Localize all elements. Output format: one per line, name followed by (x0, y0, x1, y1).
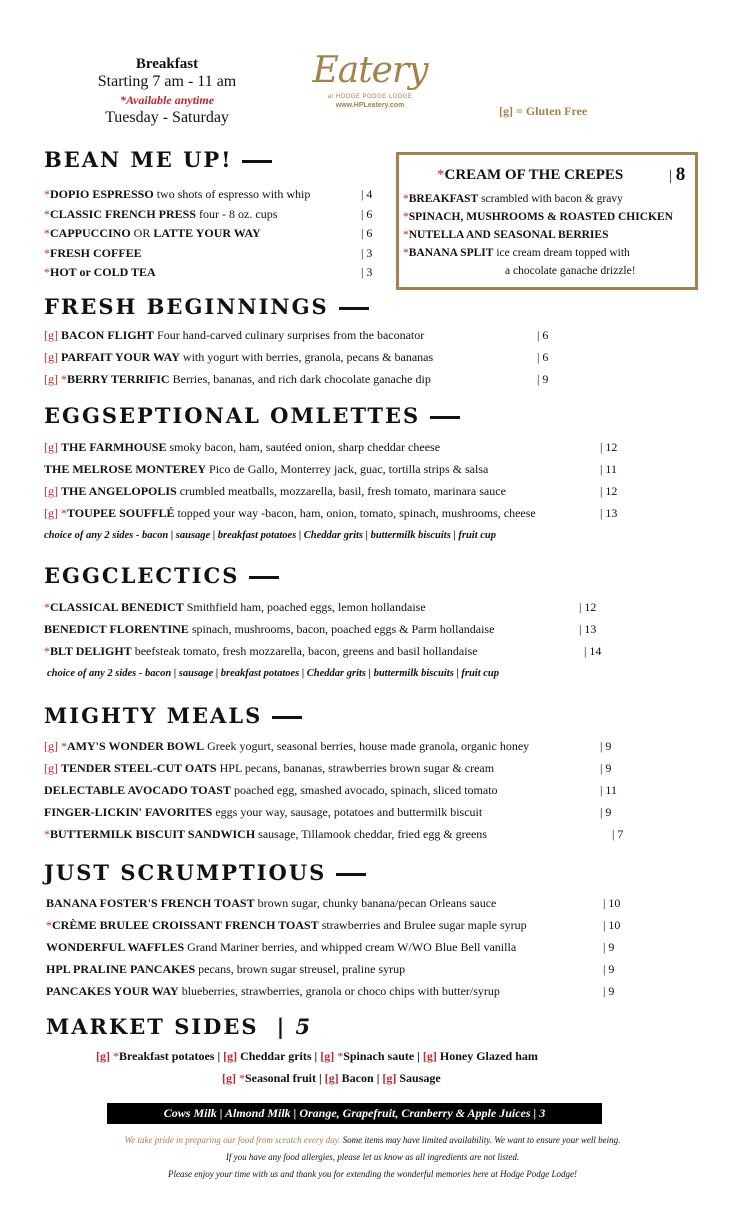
menu-item-name: THE FARMHOUSE (61, 440, 167, 454)
gluten-free-tag: [g] (223, 1049, 238, 1063)
menu-item (44, 205, 277, 223)
menu-item-price: | 9 (603, 962, 615, 976)
menu-item (44, 370, 431, 388)
title-dash (336, 873, 366, 876)
signature-star: * (403, 229, 409, 241)
menu-item-price: | 9 (537, 372, 549, 386)
menu-item (46, 894, 496, 912)
signature-star: * (403, 211, 409, 223)
logo-url: www.HPLeatery.com (335, 102, 405, 109)
menu-item-desc: smoky bacon, ham, sautéed onion, sharp cheddar cheese (169, 440, 441, 454)
menu-item-desc: Greek yogurt, seasonal berries, house made granola, organic honey (207, 739, 530, 753)
menu-item-price: | 9 (600, 739, 612, 753)
menu-item-name: DELECTABLE AVOCADO TOAST (44, 783, 231, 797)
menu-item-desc: Four hand-carved culinary surprises from the baconator (157, 328, 425, 342)
menu-item-desc: blueberries, strawberries, granola or choco chips with butter/syrup (181, 984, 500, 998)
menu-item-price: | 12 (600, 484, 618, 498)
signature-star: * (337, 1049, 344, 1063)
section-title-market (46, 1014, 312, 1039)
menu-item-name: BLT DELIGHT (50, 644, 132, 658)
menu-item-price: | 6 (361, 226, 373, 241)
meal-title: Breakfast (135, 56, 199, 72)
menu-item-desc: HPL pecans, bananas, strawberries brown sugar & cream (219, 761, 495, 775)
menu-item-name: BANANA FOSTER'S FRENCH TOAST (46, 896, 255, 910)
availability-note: *Available anytime (119, 93, 215, 107)
gluten-free-tag: [g] (44, 761, 58, 775)
section-title-text: BEAN ME UP! (44, 147, 233, 172)
menu-item-price: | 9 (600, 761, 612, 775)
menu-item-desc: strawberries and Brulee sugar maple syrup (321, 918, 527, 932)
eatery-logo (300, 52, 440, 109)
section-title-text: MARKET SIDES (46, 1014, 259, 1039)
menu-item-price: | 13 (600, 506, 618, 520)
crepe-item-name: NUTELLA AND SEASONAL BERRIES (408, 229, 609, 241)
section-title-fresh (44, 294, 369, 319)
footer-line-3: Please enjoy your time with us and thank you for extending the wonderful memories here at Hodge Podge Lodge! (167, 1169, 578, 1179)
service-days: Tuesday - Saturday (105, 109, 229, 126)
gluten-free-tag: [g] (44, 350, 58, 364)
menu-item-price: | 6 (537, 328, 549, 342)
menu-item-price: | 3 (361, 265, 373, 280)
drinks-bar: Cows Milk | Almond Milk | Orange, Grapefruit, Cranberry & Apple Juices | 3 (107, 1103, 602, 1124)
menu-item (44, 504, 536, 522)
menu-item-desc: eggs your way, sausage, potatoes and buttermilk biscuit (215, 805, 483, 819)
menu-item-name: BENEDICT FLORENTINE (44, 622, 189, 636)
section-title-text: EGGCLECTICS (44, 563, 240, 588)
menu-item-desc: Smithfield ham, poached eggs, lemon hollandaise (186, 600, 426, 614)
menu-item-name: BERRY TERRIFIC (67, 372, 170, 386)
footer-line-2: If you have any food allergies, please let us know as all ingredients are not listed. (225, 1152, 520, 1162)
menu-item (44, 460, 488, 478)
title-dash (430, 416, 460, 419)
section-title-text: FRESH BEGINNINGS (44, 294, 329, 319)
gluten-free-tag: [g] (96, 1049, 110, 1063)
section-title-text: JUST SCRUMPTIOUS (44, 860, 327, 885)
menu-item-name: FRESH COFFEE (50, 245, 142, 260)
gluten-free-tag: [g] (222, 1071, 236, 1085)
menu-item-desc: beefsteak tomato, fresh mozzarella, bacon, greens and basil hollandaise (134, 644, 478, 658)
section-title-scrumptious (44, 860, 366, 885)
sides-line-2: [g] *Seasonal fruit | [g] Bacon | [g] Sausage (222, 1071, 441, 1085)
gluten-free-tag: [g] (382, 1071, 397, 1085)
menu-item-desc: Grand Mariner berries, and whipped cream W/WO Blue Bell vanilla (187, 940, 517, 954)
footer-line-1: We take pride in preparing our food from scratch every day. Some items may have limited availability. We want to ensure your well being. (124, 1135, 621, 1145)
signature-star: * (44, 206, 50, 221)
menu-item (44, 781, 498, 799)
menu-item-name: TENDER STEEL-CUT OATS (61, 761, 217, 775)
section-title-text: MIGHTY MEALS (44, 703, 263, 728)
section-title-omelettes (44, 403, 460, 428)
signature-star: * (44, 187, 50, 201)
crepe-item (403, 229, 608, 241)
menu-item-price: | 6 (537, 350, 549, 364)
section-title-bean (44, 147, 272, 172)
menu-item-name: HPL PRALINE PANCAKES (46, 962, 196, 976)
menu-item-name: PARFAIT YOUR WAY (61, 350, 180, 364)
signature-star: * (44, 265, 50, 280)
menu-item (44, 244, 142, 262)
signature-star: * (113, 1049, 119, 1063)
title-dash (339, 307, 369, 310)
side-item: Honey Glazed ham (439, 1049, 538, 1063)
menu-item-name: PANCAKES YOUR WAY (46, 984, 179, 998)
menu-item-desc: with yogurt with berries, granola, pecans & bananas (182, 350, 434, 364)
menu-item-desc: OR (133, 226, 151, 241)
side-item: Bacon (341, 1071, 374, 1085)
menu-item (46, 916, 527, 934)
signature-star: * (44, 226, 50, 241)
gluten-free-tag: [g] (44, 739, 58, 753)
signature-star: * (403, 193, 409, 205)
crepe-item (403, 211, 673, 223)
menu-item-name: CLASSIC FRENCH PRESS (50, 206, 197, 221)
crepe-item (505, 265, 636, 277)
section-title-mighty (44, 703, 302, 728)
side-item: Cheddar grits (240, 1049, 312, 1063)
logo-subtitle: at HODGE PODGE LODGE (327, 94, 413, 100)
menu-item-price: | 14 (584, 644, 602, 658)
menu-item-name: FINGER-LICKIN' FAVORITES (44, 805, 213, 819)
menu-item (44, 438, 440, 456)
signature-star: * (44, 644, 50, 658)
menu-item-desc: poached egg, smashed avocado, spinach, sliced tomato (233, 783, 498, 797)
menu-item (44, 759, 494, 777)
title-dash (242, 160, 272, 163)
menu-item-name: CAPPUCCINO (50, 226, 131, 241)
side-item: Spinach saute (343, 1049, 415, 1063)
menu-item-desc: topped your way -bacon, ham, onion, tomato, spinach, mushrooms, cheese (177, 506, 536, 520)
menu-item (44, 263, 156, 281)
menu-item (44, 620, 494, 638)
crepe-item-name: SPINACH, MUSHROOMS & ROASTED CHICKEN (408, 211, 673, 223)
menu-item-desc: Pico de Gallo, Monterrey jack, guac, tortilla strips & salsa (209, 462, 489, 476)
signature-star: * (61, 372, 67, 386)
menu-item-desc: sausage, Tillamook cheddar, fried egg & greens (258, 827, 487, 841)
menu-item (44, 326, 424, 344)
menu-item (44, 482, 506, 500)
menu-item (44, 185, 310, 203)
crepe-item (403, 247, 630, 259)
menu-item-price: | 10 (603, 918, 621, 932)
crepe-item (403, 193, 623, 205)
menu-item (44, 348, 433, 366)
menu-item-desc: two shots of espresso with whip (156, 187, 311, 201)
menu-item (44, 737, 529, 755)
menu-item-name: BACON FLIGHT (61, 328, 155, 342)
menu-item-price: | 9 (603, 940, 615, 954)
menu-item-name: HOT or COLD TEA (50, 265, 156, 280)
menu-item-name: TOUPEE SOUFFLÉ (67, 506, 175, 520)
service-hours (82, 55, 252, 127)
gluten-free-tag: [g] (44, 328, 58, 342)
menu-item-name: BUTTERMILK BISCUIT SANDWICH (50, 827, 256, 841)
side-item: Breakfast potatoes (119, 1049, 215, 1063)
gluten-free-tag: [g] (44, 440, 58, 454)
omelette-sides-note: choice of any 2 sides - bacon | sausage | breakfast potatoes | Cheddar grits | buttermilk biscuits | fruit cup (44, 530, 496, 541)
menu-item-price: | 11 (600, 783, 617, 797)
menu-item-price: | 13 (579, 622, 597, 636)
menu-item-name: CLASSICAL BENEDICT (50, 600, 184, 614)
signature-star: * (239, 1071, 245, 1085)
menu-item-name: WONDERFUL WAFFLES (46, 940, 185, 954)
menu-item-price: | 4 (361, 187, 373, 201)
signature-star: * (46, 918, 52, 932)
menu-item-desc: Berries, bananas, and rich dark chocolate ganache dip (172, 372, 431, 386)
gluten-free-tag: [g] (44, 372, 58, 386)
signature-star: * (44, 600, 50, 614)
menu-item-price: | 6 (361, 206, 373, 221)
title-dash (249, 576, 279, 579)
section-title-eggclectics (44, 563, 279, 588)
eggclectic-sides-note: choice of any 2 sides - bacon | sausage | breakfast potatoes | Cheddar grits | buttermilk biscuits | fruit cup (47, 668, 499, 679)
crepe-item-name: BREAKFAST (408, 193, 479, 205)
menu-item (44, 825, 487, 843)
menu-item-name: LATTE YOUR WAY (153, 226, 261, 241)
menu-item (46, 982, 500, 1000)
section-title-text: EGGSEPTIONAL OMLETTES (44, 403, 421, 428)
gluten-free-tag: [g] (44, 484, 58, 498)
signature-star: * (44, 245, 50, 260)
gluten-free-tag: [g] (320, 1049, 335, 1063)
menu-item (44, 224, 261, 242)
crepe-item-desc: ice cream dream topped with (496, 247, 630, 259)
gluten-free-tag: [g] (44, 506, 58, 520)
side-item: Seasonal fruit (245, 1071, 317, 1085)
crepes-title: *CREAM OF THE CREPES (437, 167, 624, 183)
signature-star: * (44, 827, 50, 841)
crepe-item-desc: a chocolate ganache drizzle! (505, 265, 636, 277)
service-time: Starting 7 am - 11 am (97, 73, 237, 90)
menu-item-price: | 7 (612, 827, 624, 841)
menu-item-desc: crumbled meatballs, mozzarella, basil, fresh tomato, marinara sauce (179, 484, 506, 498)
crepe-item-desc: scrambled with bacon & gravy (481, 193, 623, 205)
gluten-free-tag: [g] (324, 1071, 339, 1085)
menu-item-price: | 3 (361, 245, 373, 260)
menu-item (46, 938, 516, 956)
menu-item-name: THE ANGELOPOLIS (61, 484, 177, 498)
menu-item-price: | 11 (600, 462, 617, 476)
menu-item-name: AMY'S WONDER BOWL (67, 739, 205, 753)
menu-item-name: DOPIO ESPRESSO (50, 187, 154, 201)
menu-item (44, 803, 482, 821)
crepe-item-name: BANANA SPLIT (408, 247, 494, 259)
menu-item (44, 598, 426, 616)
crepes-price: | 8 (669, 164, 686, 185)
gluten-free-legend: [g] = Gluten Free (499, 104, 588, 118)
menu-item-name: CRÈME BRULEE CROISSANT FRENCH TOAST (52, 918, 319, 932)
menu-item-desc: four - 8 oz. cups (199, 206, 278, 221)
menu-item-price: | 9 (603, 984, 615, 998)
menu-item-name: THE MELROSE MONTEREY (44, 462, 207, 476)
menu-item-desc: spinach, mushrooms, bacon, poached eggs & Parm hollandaise (191, 622, 495, 636)
logo-wordmark: Eatery (312, 50, 428, 91)
side-item: Sausage (399, 1071, 441, 1085)
menu-item-desc: pecans, brown sugar streusel, praline syrup (198, 962, 406, 976)
signature-star: * (61, 739, 67, 753)
market-sides-price: | 5 (276, 1014, 313, 1039)
menu-item-price: | 12 (579, 600, 597, 614)
menu-item (44, 642, 478, 660)
gluten-free-tag: [g] (422, 1049, 437, 1063)
menu-item-price: | 12 (600, 440, 618, 454)
title-dash (272, 716, 302, 719)
menu-item-price: | 10 (603, 896, 621, 910)
signature-star: * (403, 247, 409, 259)
crepes-box (396, 152, 698, 290)
sides-line-1: [g] *Breakfast potatoes | [g] Cheddar grits | [g] *Spinach saute | [g] Honey Glazed ham (96, 1049, 538, 1063)
menu-item-desc: brown sugar, chunky banana/pecan Orleans sauce (257, 896, 497, 910)
menu-item-price: | 9 (600, 805, 612, 819)
signature-star: * (61, 506, 67, 520)
menu-item (46, 960, 405, 978)
